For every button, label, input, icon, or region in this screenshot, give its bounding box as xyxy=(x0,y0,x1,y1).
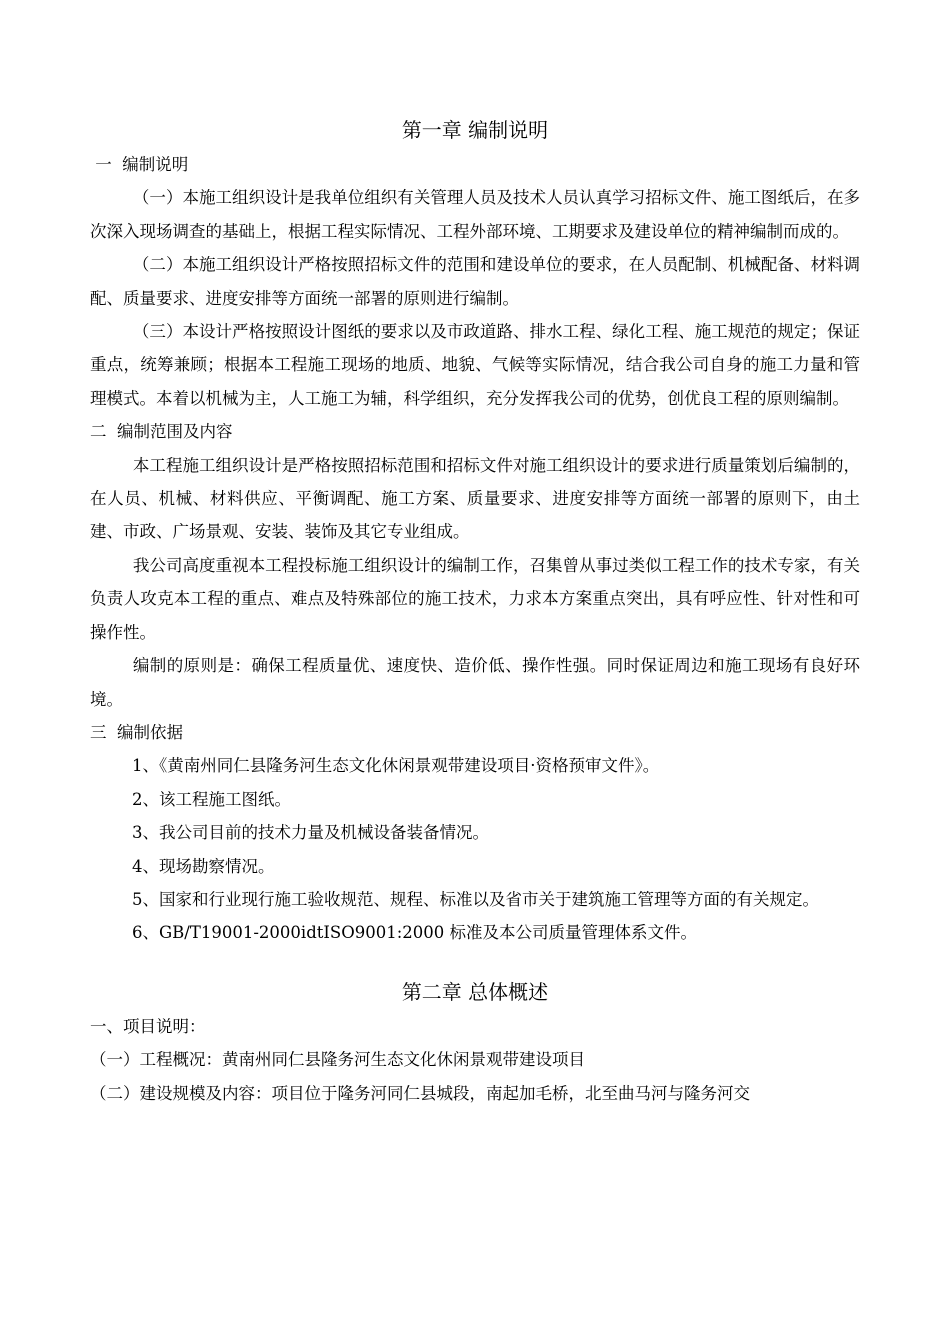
project-scale-line: （二）建设规模及内容：项目位于隆务河同仁县城段，南起加毛桥，北至曲马河与隆务河交 xyxy=(90,1083,750,1103)
section-heading-project-description: 一、项目说明： xyxy=(90,1016,206,1036)
list-item: 4、现场勘察情况。 xyxy=(132,856,275,876)
list-item: 1、《黄南州同仁县隆务河生态文化休闲景观带建设项目·资格预审文件》。 xyxy=(132,756,660,776)
list-item: 2、该工程施工图纸。 xyxy=(132,789,291,809)
paragraph: （三）本设计严格按照设计图纸的要求以及市政道路、排水工程、绿化工程、施工规范的规定；保证重点，统筹兼顾；根据本工程施工现场的地质、地貌、气候等实际情况，结合我公司自身的施工力量和管理模式。本着以机械为主，人工施工为辅，科学组织，充分发挥我公司的优势，创优良工程的原则编制。 xyxy=(90,322,860,408)
document-page xyxy=(90,112,860,1110)
project-overview-line: （一）工程概况：黄南州同仁县隆务河生态文化休闲景观带建设项目 xyxy=(90,1050,585,1070)
section-heading-basis: 三 编制依据 xyxy=(90,722,183,742)
list-item: 3、我公司目前的技术力量及机械设备装备情况。 xyxy=(132,823,489,843)
paragraph: （一）本施工组织设计是我单位组织有关管理人员及技术人员认真学习招标文件、施工图纸后，在多次深入现场调查的基础上，根据工程实际情况、工程外部环境、工期要求及建设单位的精神编制而成的。 xyxy=(90,188,860,241)
paragraph: 我公司高度重视本工程投标施工组织设计的编制工作，召集曾从事过类似工程工作的技术专家，有关负责人攻克本工程的重点、难点及特殊部位的施工技术，力求本方案重点突出，具有呼应性、针对性和可操作性。 xyxy=(90,555,860,642)
paragraph: （二）本施工组织设计严格按照招标文件的范围和建设单位的要求，在人员配制、机械配备、材料调配、质量要求、进度安排等方面统一部署的原则进行编制。 xyxy=(90,255,860,308)
section-heading-scope: 二 编制范围及内容 xyxy=(90,422,233,442)
chapter-spacer xyxy=(90,950,860,974)
paragraph: 编制的原则是：确保工程质量优、速度快、造价低、操作性强。同时保证周边和施工现场有良好环境。 xyxy=(90,656,860,709)
section-heading-compilation-notes: 一 编制说明 xyxy=(90,155,189,174)
list-item: 5、国家和行业现行施工验收规范、规程、标准以及省市关于建筑施工管理等方面的有关规定。 xyxy=(132,889,819,909)
chapter-1-title: 第一章 编制说明 xyxy=(401,118,549,142)
chapter-2-title: 第二章 总体概述 xyxy=(401,979,549,1004)
list-item: 6、GB/T19001-2000idtISO9001:2000 标准及本公司质量管理体系文件。 xyxy=(132,923,698,943)
paragraph: 本工程施工组织设计是严格按照招标范围和招标文件对施工组织设计的要求进行质量策划后编制的，在人员、机械、材料供应、平衡调配、施工方案、质量要求、进度安排等方面统一部署的原则下，由土建、市政、广场景观、安装、装饰及其它专业组成。 xyxy=(90,455,860,542)
